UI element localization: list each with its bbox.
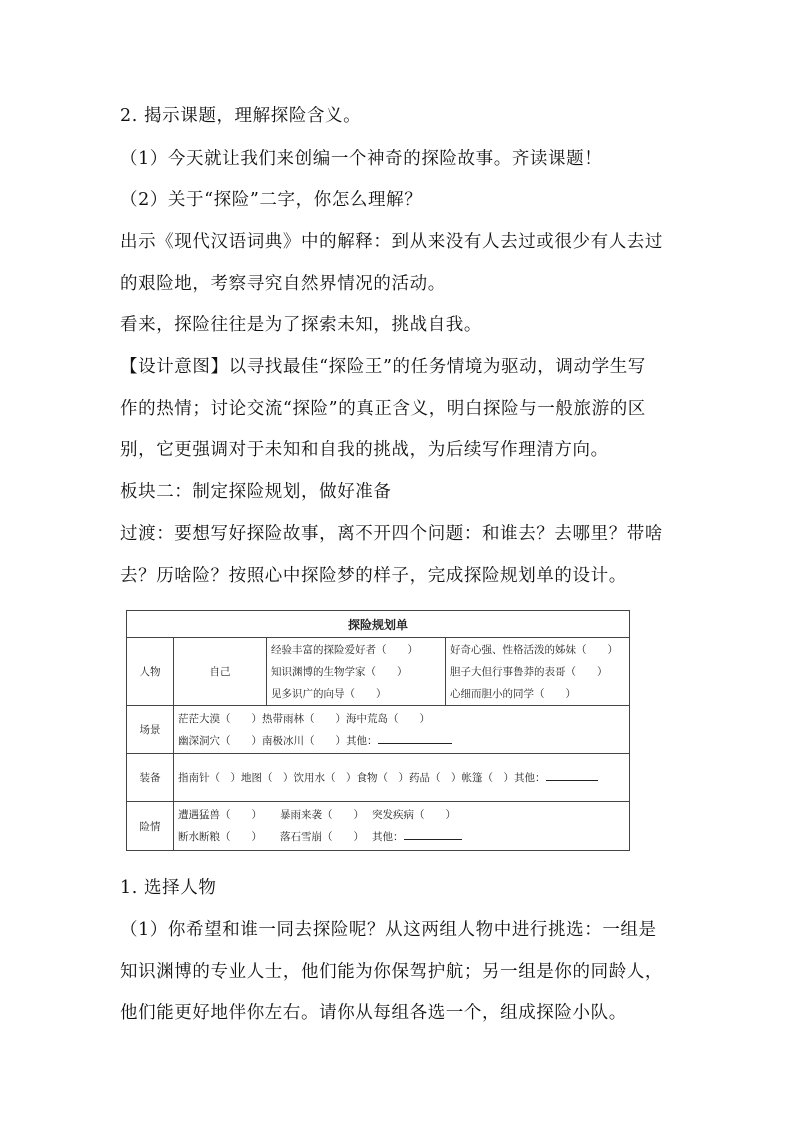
people-option[interactable]: 经验丰富的探险爱好者（ ） [271, 643, 418, 656]
people-option[interactable]: 好奇心强、性格活泼的姊妹（ ） [450, 643, 618, 656]
people-group-professional [267, 638, 446, 706]
design-intent-line: 别，它更强调对于未知和自我的挑战，为后续写作理清方向。 [120, 440, 609, 460]
paragraph: （2）关于“探险”二字，你怎么理解？ [120, 190, 423, 210]
fill-blank[interactable] [404, 829, 462, 840]
danger-option: 突发疾病（ ） [372, 809, 456, 821]
danger-option-other: 其他： [372, 831, 404, 843]
people-option[interactable]: 见多识广的向导（ ） [271, 687, 387, 700]
danger-option: 暴雨来袭（ ） [280, 809, 364, 821]
plan-table [126, 610, 630, 851]
paragraph: 他们能更好地伴你左右。请你从每组各选一个，组成探险小队。 [120, 1003, 627, 1023]
people-option[interactable]: 知识渊博的生物学家（ ） [271, 665, 408, 678]
scene-line-text: 幽深洞穴（ ）南极冰川（ ）其他： [178, 734, 378, 747]
danger-options [174, 802, 630, 851]
people-option[interactable]: 心细而胆小的同学（ ） [450, 687, 576, 700]
section-heading: 1. 选择人物 [120, 878, 217, 898]
gear-options [174, 754, 630, 802]
paragraph: 过渡：要想写好探险故事，离不开四个问题：和谁去？去哪里？带啥 [120, 524, 663, 544]
paragraph: 的艰险地，考察寻究自然界情况的活动。 [120, 274, 446, 294]
paragraph: （1）你希望和谁一同去探险呢？从这两组人物中进行挑选：一组是 [120, 920, 657, 940]
paragraph: 出示《现代汉语词典》中的解释：到从来没有人去过或很少有人去过 [120, 232, 663, 252]
section-heading: 板块二：制定探险规划，做好准备 [120, 482, 392, 502]
paragraph: 知识渊博的专业人士，他们能为你保驾护航；另一组是你的同龄人， [120, 962, 663, 982]
table-title: 探险规划单 [127, 611, 630, 638]
row-label-danger: 险情 [127, 802, 174, 851]
people-self: 自己 [174, 638, 267, 706]
scene-line-2[interactable] [178, 730, 625, 752]
design-intent-line: 【设计意图】以寻找最佳“探险王”的任务情境为驱动，调动学生写 [120, 357, 646, 377]
danger-option: 落石雪崩（ ） [280, 831, 364, 843]
danger-line-2[interactable] [178, 826, 625, 848]
design-intent-line: 作的热情；讨论交流“探险”的真正含义，明白探险与一般旅游的区 [120, 399, 646, 419]
paragraph: 去？历啥险？按照心中探险梦的样子，完成探险规划单的设计。 [120, 566, 627, 586]
row-label-people: 人物 [127, 638, 174, 706]
gear-line-text: 指南针（ ）地图（ ）饮用水（ ）食物（ ）药品（ ）帐篷（ ）其他： [178, 771, 546, 784]
scene-options [174, 706, 630, 754]
danger-option: 遭遇猛兽（ ） [178, 809, 262, 821]
gear-line[interactable] [178, 767, 625, 789]
people-group-peers [446, 638, 630, 706]
paragraph: （1）今天就让我们来创编一个神奇的探险故事。齐读课题！ [120, 149, 603, 169]
people-option[interactable]: 胆子大但行事鲁莽的表哥（ ） [450, 665, 608, 678]
danger-line[interactable] [178, 804, 625, 826]
paragraph: 看来，探险往往是为了探索未知，挑战自我。 [120, 315, 482, 335]
fill-blank[interactable] [378, 733, 452, 744]
danger-option: 断水断粮（ ） [178, 831, 262, 843]
paragraph-heading-2: 2. 揭示课题，理解探险含义。 [120, 106, 362, 126]
row-label-gear: 装备 [127, 754, 174, 802]
fill-blank[interactable] [546, 770, 598, 781]
row-label-scene: 场景 [127, 706, 174, 754]
scene-line[interactable]: 茫茫大漠（ ）热带雨林（ ）海中荒岛（ ） [178, 712, 430, 725]
